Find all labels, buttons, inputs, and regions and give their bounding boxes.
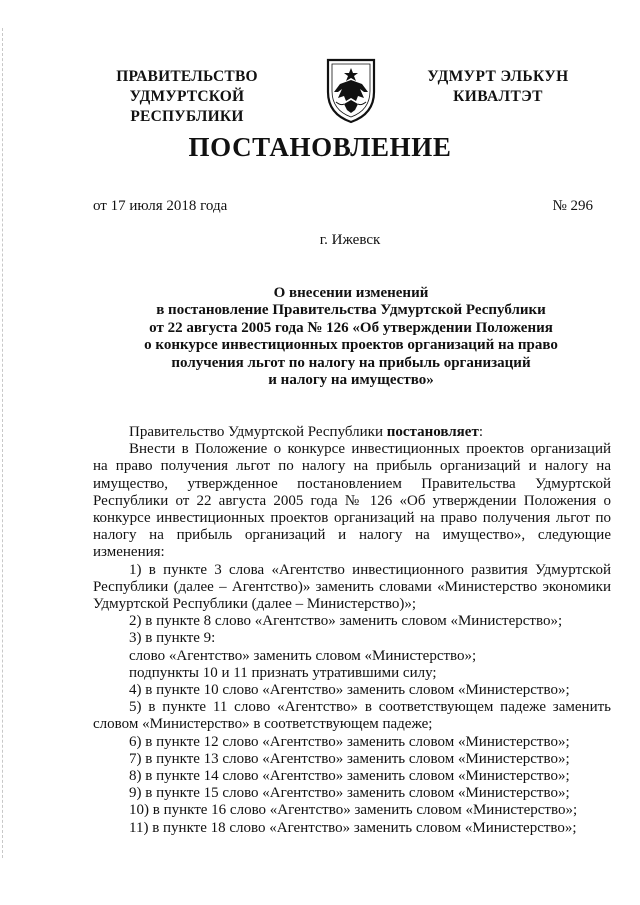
body-paragraph: 1) в пункте 3 слова «Агентство инвестиционного развития Удмуртской Республики (далее – Агентство)» заменить словами «Министерство экономики Удмуртской Республики (далее – Министерство)»;	[93, 561, 611, 613]
document-header	[0, 62, 640, 128]
body-paragraph: 11) в пункте 18 слово «Агентство» заменить словом «Министерство»;	[129, 819, 577, 836]
document-city: г. Ижевск	[319, 232, 381, 248]
org-ud-line-2: КИВАЛТЭТ	[453, 88, 543, 105]
body-paragraph: 7) в пункте 13 слово «Агентство» заменить словом «Министерство»;	[129, 750, 570, 767]
document-title: ПОСТАНОВЛЕНИЕ	[188, 132, 452, 162]
subject-line: о конкурсе инвестиционных проектов организаций на право	[144, 337, 558, 354]
subject-line: получения льгот по налогу на прибыль организаций	[171, 354, 531, 371]
udmurt-coat-of-arms-icon	[324, 56, 378, 124]
org-ru-line-2: УДМУРТСКОЙ РЕСПУБЛИКИ	[129, 88, 245, 125]
subject-line: и налогу на имущество»	[268, 372, 434, 389]
intro-verb: постановляет	[386, 424, 479, 440]
subject-line: от 22 августа 2005 года № 126 «Об утверждении Положения	[149, 319, 553, 336]
body-paragraph: 5) в пункте 11 слово «Агентство» в соответствующем падеже заменить словом «Министерство» в соответствующем падеже;	[93, 699, 611, 733]
body-paragraph: 4) в пункте 10 слово «Агентство» заменить словом «Министерство»;	[129, 682, 570, 699]
intro-colon: :	[478, 424, 483, 440]
document-number: № 296	[552, 198, 593, 214]
body-paragraph: слово «Агентство» заменить словом «Министерство»;	[129, 647, 477, 664]
subject-line: в постановление Правительства Удмуртской Республики	[156, 302, 546, 319]
body-paragraph: Внести в Положение о конкурсе инвестиционных проектов организаций на право получения льгот по налогу на прибыль организаций и налогу на имущество, утвержденное постановлением Правительства Удмуртской Республики от 22 августа 2005 года № 126 «Об утверждении Положения о конкурсе инвестиционных проектов организаций на право получения льгот по налогу на прибыль организаций и налогу на имущество», следующие изменения:	[93, 441, 611, 561]
org-ru-line-1: ПРАВИТЕЛЬСТВО	[116, 68, 258, 85]
org-ud-line-1: УДМУРТ ЭЛЬКУН	[427, 68, 569, 85]
organization-name-russian	[72, 67, 302, 127]
body-paragraph: 3) в пункте 9:	[129, 630, 216, 647]
body-paragraph: подпункты 10 и 11 признать утратившими силу;	[129, 664, 437, 681]
body-paragraph: 8) в пункте 14 слово «Агентство» заменить словом «Министерство»;	[129, 768, 570, 785]
intro-paragraph	[93, 424, 611, 441]
intro-text: Правительство Удмуртской Республики	[129, 424, 387, 440]
body-paragraph: 6) в пункте 12 слово «Агентство» заменить словом «Министерство»;	[129, 733, 570, 750]
body-paragraph: 2) в пункте 8 слово «Агентство» заменить словом «Министерство»;	[129, 613, 563, 630]
subject-line: О внесении изменений	[273, 285, 429, 301]
document-body	[93, 424, 611, 837]
body-paragraph: 10) в пункте 16 слово «Агентство» заменить словом «Министерство»;	[129, 802, 578, 819]
body-paragraph: 9) в пункте 15 слово «Агентство» заменить словом «Министерство»;	[129, 785, 570, 802]
organization-name-udmurt	[418, 67, 578, 107]
document-subject	[98, 285, 604, 389]
document-date: от 17 июля 2018 года	[93, 198, 228, 214]
